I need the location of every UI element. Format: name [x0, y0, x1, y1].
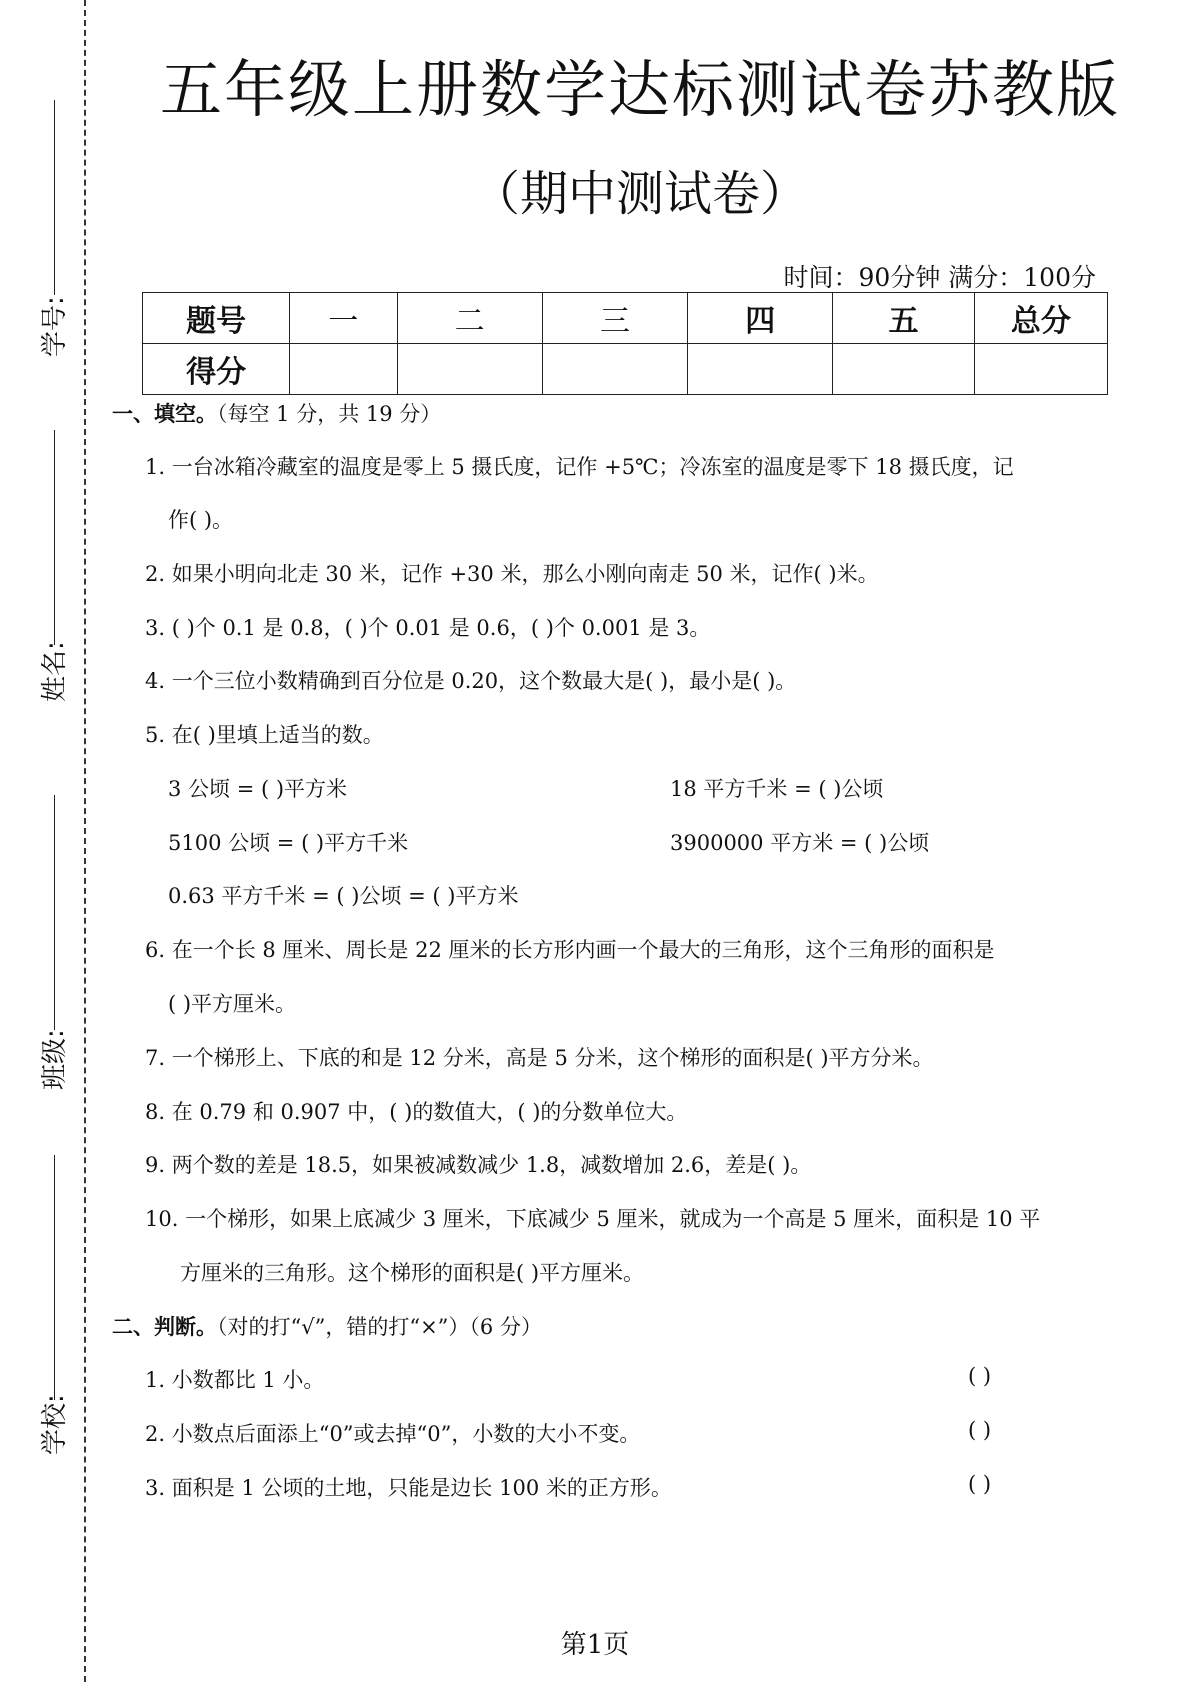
question-line: 1. 一台冰箱冷藏室的温度是零上 5 摄氏度，记作 +5℃；冷冻室的温度是零下 18 摄氏度，记: [145, 455, 1014, 479]
name-label: 姓名:: [40, 641, 70, 702]
section2-note: （对的打“√”，错的打“×”）（6 分）: [217, 1315, 542, 1339]
exam-meta: 时间：90分钟 满分：100分: [783, 263, 1096, 292]
score-header-cell: 二: [397, 293, 542, 344]
judge-item: 3. 面积是 1 公顷的土地，只能是边长 100 米的正方形。: [145, 1476, 672, 1500]
section1-note: （每空 1 分，共 19 分）: [217, 402, 442, 426]
score-header-cell: 一: [290, 293, 397, 344]
conversion-item: 3 公顷 = ( )平方米: [168, 777, 348, 801]
question-line: 方厘米的三角形。这个梯形的面积是( )平方厘米。: [180, 1261, 645, 1285]
class-field[interactable]: [20, 795, 80, 1115]
conversion-item: 18 平方千米 = ( )公顷: [670, 777, 884, 801]
student-number-label: 学号:: [40, 296, 70, 357]
score-table: [142, 292, 1108, 395]
question-line: 6. 在一个长 8 厘米、周长是 22 厘米的长方形内画一个最大的三角形，这个三角形的面积是: [145, 938, 995, 962]
score-header-cell: 三: [542, 293, 687, 344]
score-input-cell[interactable]: [397, 344, 542, 395]
score-input-cell[interactable]: [688, 344, 833, 395]
answer-parentheses[interactable]: ( ): [968, 1418, 992, 1442]
judge-item: 1. 小数都比 1 小。: [145, 1368, 325, 1392]
student-number-underline[interactable]: [54, 100, 55, 295]
class-underline[interactable]: [54, 795, 55, 1030]
question-line: 10. 一个梯形，如果上底减少 3 厘米，下底减少 5 厘米，就成为一个高是 5 厘米，面积是 10 平: [145, 1207, 1041, 1231]
question-line: 9. 两个数的差是 18.5，如果被减数减少 1.8，减数增加 2.6，差是( )。: [145, 1153, 812, 1177]
name-field[interactable]: [20, 430, 80, 730]
section1-title: 一、填空。: [112, 401, 217, 426]
class-label: 班级:: [40, 1029, 70, 1090]
section2-title: 二、判断。: [112, 1314, 217, 1339]
question-line: 作( )。: [168, 508, 234, 532]
page-title: 五年级上册数学达标测试卷苏教版: [159, 53, 1120, 126]
school-underline[interactable]: [54, 1155, 55, 1400]
answer-parentheses[interactable]: ( ): [968, 1364, 992, 1388]
question-line: 7. 一个梯形上、下底的和是 12 分米，高是 5 分米，这个梯形的面积是( )平方分米。: [145, 1046, 934, 1070]
score-header-cell: 四: [688, 293, 833, 344]
judge-item: 2. 小数点后面添上“0”或去掉“0”，小数的大小不变。: [145, 1422, 641, 1446]
question-line: 8. 在 0.79 和 0.907 中，( )的数值大，( )的分数单位大。: [145, 1100, 688, 1124]
question-line: ( )平方厘米。: [168, 992, 297, 1016]
score-header-cell: 题号: [143, 293, 290, 344]
score-input-cell[interactable]: [833, 344, 974, 395]
question-line: 2. 如果小明向北走 30 米，记作 +30 米，那么小刚向南走 50 米，记作( )米。: [145, 562, 879, 586]
score-table-score-row: [143, 344, 1108, 395]
score-input-cell[interactable]: [542, 344, 687, 395]
score-header-cell: 五: [833, 293, 974, 344]
section2-heading: [112, 1311, 542, 1341]
binding-dashed-line: [84, 0, 86, 1682]
score-input-cell[interactable]: [974, 344, 1107, 395]
question-line: 4. 一个三位小数精确到百分位是 0.20，这个数最大是( )，最小是( )。: [145, 669, 797, 693]
answer-parentheses[interactable]: ( ): [968, 1472, 992, 1496]
school-label: 学校:: [40, 1394, 70, 1455]
student-number-field[interactable]: [20, 95, 80, 395]
section1-heading: [112, 398, 441, 428]
question-line: 3. ( )个 0.1 是 0.8，( )个 0.01 是 0.6，( )个 0.001 是 3。: [145, 616, 711, 640]
score-row-label: 得分: [143, 344, 290, 395]
question-line: 5. 在( )里填上适当的数。: [145, 723, 384, 747]
page-number: 第1页: [560, 1630, 630, 1660]
name-underline[interactable]: [54, 430, 55, 645]
school-field[interactable]: [20, 1155, 80, 1485]
conversion-item: 5100 公顷 = ( )平方千米: [168, 831, 409, 855]
score-table-header-row: [143, 293, 1108, 344]
score-header-cell: 总分: [974, 293, 1107, 344]
conversion-item: 3900000 平方米 = ( )公顷: [670, 831, 930, 855]
conversion-item: 0.63 平方千米 = ( )公顷 = ( )平方米: [168, 884, 519, 908]
page-subtitle: （期中测试卷）: [471, 166, 808, 222]
score-input-cell[interactable]: [290, 344, 397, 395]
